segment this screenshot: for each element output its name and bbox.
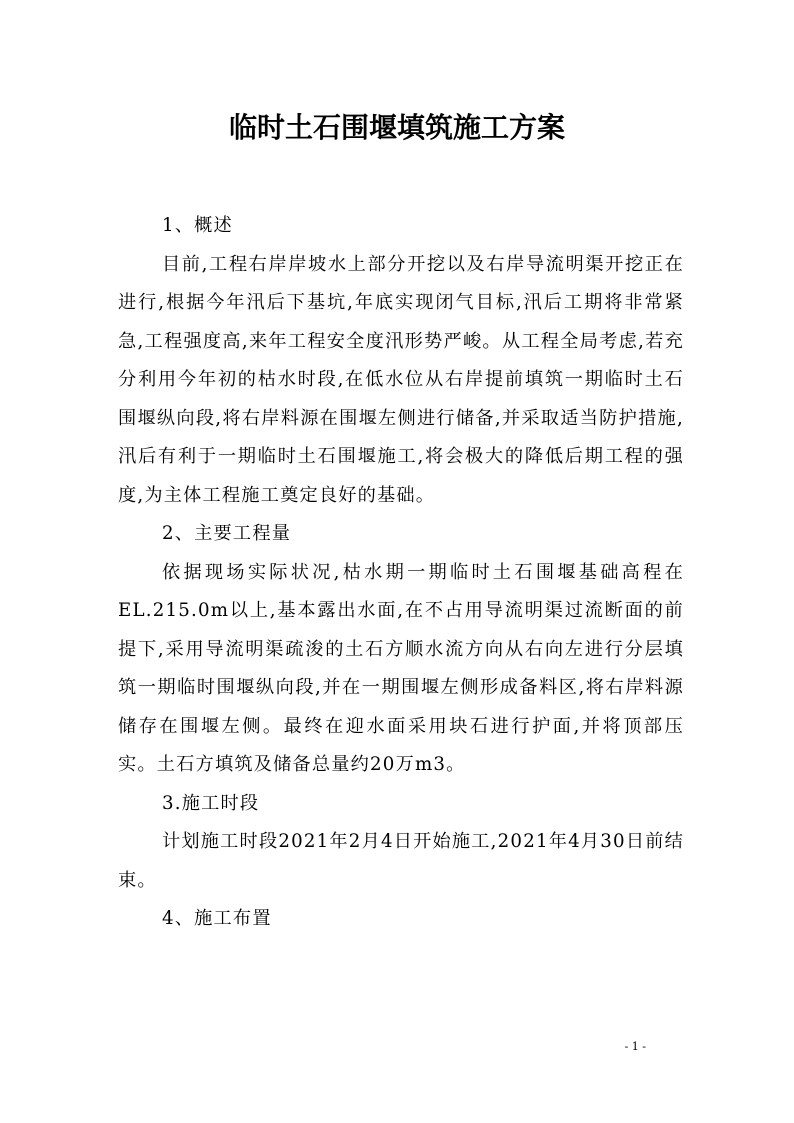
section-heading-layout: 4、施工布置 (162, 908, 272, 929)
document-title: 临时土石围堰填筑施工方案 (228, 111, 565, 144)
page-number: - 1 - (624, 1040, 646, 1053)
section-paragraph-quantities: 依据现场实际状况,枯水期一期临时土石围堰基础高程在EL.215.0m以上,基本露出水面,在不占用导流明渠过流断面的前提下,采用导流明渠疏浚的土石方顺水流方向从右向左进行分层填筑一期临时围堰纵向段,并在一期围堰左侧形成备料区,将右岸料源储存在围堰左侧。最终在迎水面采用块石进行护面,并将顶部压实。土石方填筑及储备总量约20万m3。 (118, 561, 684, 775)
section-heading-schedule: 3.施工时段 (162, 792, 260, 814)
section-heading-quantities: 2、主要工程量 (162, 523, 292, 544)
document-body (118, 207, 684, 939)
section-paragraph-overview: 目前,工程右岸岸坡水上部分开挖以及右岸导流明渠开挖正在进行,根据今年汛后下基坑,年底实现闭气目标,汛后工期将非常紧急,工程强度高,来年工程安全度汛形势严峻。从工程全局考虑,若充分利用今年初的枯水时段,在低水位从右岸提前填筑一期临时土石围堰纵向段,将右岸料源在围堰左侧进行储备,并采取适当防护措施,汛后有利于一期临时土石围堰施工,将会极大的降低后期工程的强度,为主体工程施工奠定良好的基础。 (118, 253, 684, 506)
section-heading-overview: 1、概述 (162, 215, 233, 236)
section-paragraph-schedule: 计划施工时段2021年2月4日开始施工,2021年4月30日前结束。 (118, 831, 684, 891)
